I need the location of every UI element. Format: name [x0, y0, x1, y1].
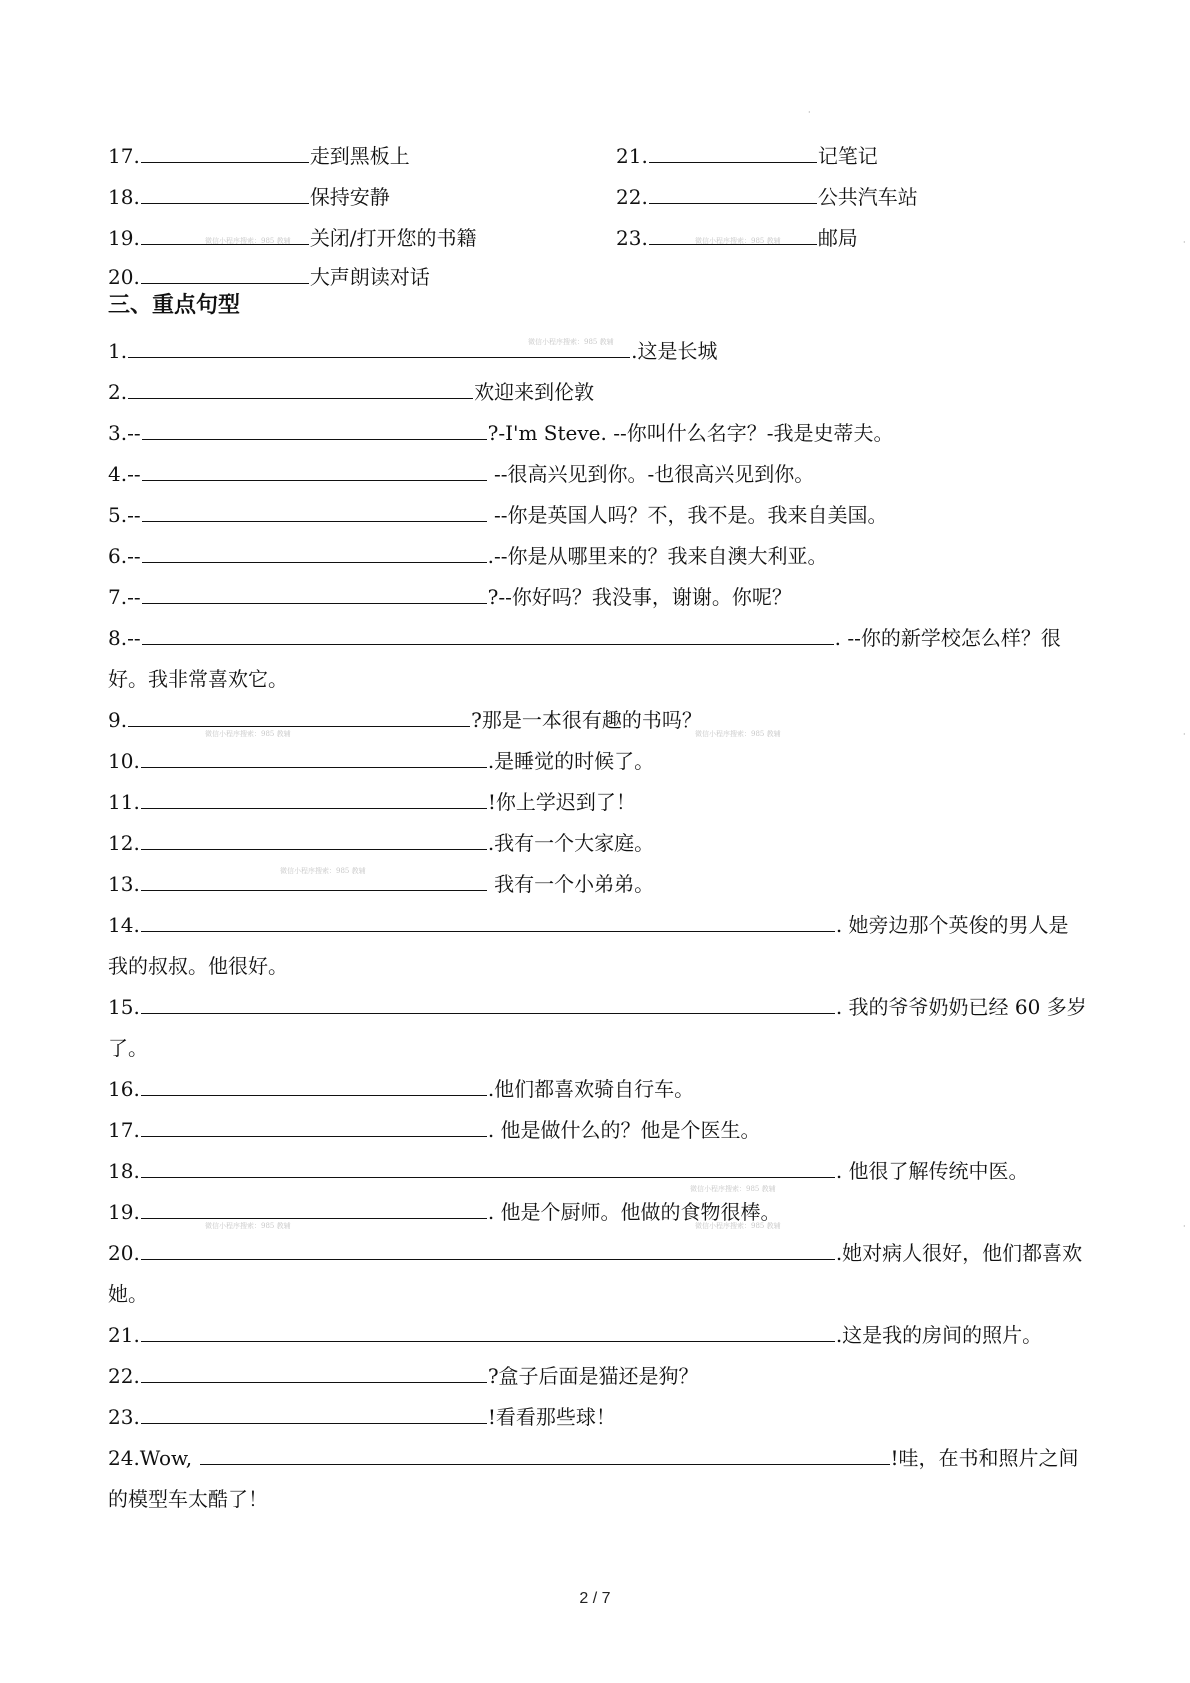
watermark: 微信小程序搜索：985 教辅 [528, 338, 614, 346]
vocab-item-18: 18. 保持安静 [108, 185, 390, 209]
answer-blank[interactable] [142, 585, 487, 604]
answer-blank[interactable] [649, 185, 817, 204]
watermark: 微信小程序搜索：985 教辅 [695, 237, 781, 245]
watermark: 微信小程序搜索：985 教辅 [205, 1222, 291, 1230]
sentence-16: 16. .他们都喜欢骑自行车。 [108, 1077, 695, 1101]
section-title: 三、重点句型 [108, 293, 241, 318]
sentence-20-continuation: 她。 [108, 1282, 148, 1306]
vocab-item-22: 22. 公共汽车站 [616, 185, 918, 209]
watermark: 微信小程序搜索：985 教辅 [695, 1222, 781, 1230]
sentence-14-continuation: 我的叔叔。他很好。 [108, 954, 288, 978]
answer-blank[interactable] [200, 1446, 890, 1465]
answer-blank[interactable] [141, 1077, 487, 1096]
sentence-9: 9. ?那是一本很有趣的书吗？ [108, 708, 702, 732]
answer-blank[interactable] [128, 380, 473, 399]
sentence-1: 1. .这是长城 [108, 339, 718, 363]
watermark: 微信小程序搜索：985 教辅 [690, 1185, 776, 1193]
vocab-item-23: 23. 邮局 [616, 226, 858, 250]
answer-blank[interactable] [142, 462, 487, 481]
answer-blank[interactable] [141, 1159, 835, 1178]
sentence-12: 12. .我有一个大家庭。 [108, 831, 655, 855]
sentence-17: 17. . 他是做什么的？他是个医生。 [108, 1118, 761, 1142]
sentence-21: 21. .这是我的房间的照片。 [108, 1323, 1043, 1347]
answer-blank[interactable] [142, 503, 487, 522]
sentence-24-continuation: 的模型车太酷了！ [108, 1487, 268, 1511]
sentence-18: 18. . 他很了解传统中医。 [108, 1159, 1029, 1183]
sentence-10: 10. .是睡觉的时候了。 [108, 749, 655, 773]
sentence-11: 11. !你上学迟到了！ [108, 790, 636, 814]
answer-blank[interactable] [141, 1241, 835, 1260]
answer-blank[interactable] [141, 265, 309, 284]
watermark: 微信小程序搜索：985 教辅 [205, 237, 291, 245]
watermark: 微信小程序搜索：985 教辅 [280, 867, 366, 875]
answer-blank[interactable] [141, 185, 309, 204]
answer-blank[interactable] [142, 626, 834, 645]
answer-blank[interactable] [141, 144, 309, 163]
sentence-15: 15. . 我的爷爷奶奶已经 60 多岁 [108, 995, 1087, 1019]
sentence-3: 3.-- ?-I'm Steve. --你叫什么名字？-我是史蒂夫。 [108, 421, 894, 445]
sentence-22: 22. ?盒子后面是猫还是狗？ [108, 1364, 699, 1388]
answer-blank[interactable] [141, 1323, 835, 1342]
page-mark: · [1183, 730, 1186, 739]
sentence-5: 5.-- --你是英国人吗？不，我不是。我来自美国。 [108, 503, 888, 527]
answer-blank[interactable] [141, 1405, 487, 1424]
vocab-item-21: 21. 记笔记 [616, 144, 878, 168]
sentence-7: 7.-- ?--你好吗？我没事，谢谢。你呢？ [108, 585, 792, 609]
sentence-19: 19. . 他是个厨师。他做的食物很棒。 [108, 1200, 781, 1224]
watermark: 微信小程序搜索：985 教辅 [695, 730, 781, 738]
watermark: 微信小程序搜索：985 教辅 [205, 730, 291, 738]
sentence-23: 23. !看看那些球！ [108, 1405, 616, 1429]
page-number: 2 / 7 [579, 1590, 611, 1607]
sentence-6: 6.-- .--你是从哪里来的？我来自澳大利亚。 [108, 544, 828, 568]
vocab-item-19: 19. 关闭/打开您的书籍 [108, 226, 477, 250]
sentence-8-continuation: 好。我非常喜欢它。 [108, 667, 288, 691]
answer-blank[interactable] [141, 913, 835, 932]
page-mark: · [1183, 238, 1186, 247]
answer-blank[interactable] [141, 1118, 487, 1137]
answer-blank[interactable] [141, 831, 487, 850]
sentence-14: 14. . 她旁边那个英俊的男人是 [108, 913, 1069, 937]
answer-blank[interactable] [141, 749, 487, 768]
page-mark: · [1183, 1222, 1186, 1231]
sentence-15-continuation: 了。 [108, 1036, 148, 1060]
answer-blank[interactable] [128, 708, 470, 727]
vocab-item-17: 17. 走到黑板上 [108, 144, 410, 168]
answer-blank[interactable] [141, 1364, 487, 1383]
sentence-13: 13. 我有一个小弟弟。 [108, 872, 655, 896]
answer-blank[interactable] [141, 1200, 487, 1219]
answer-blank[interactable] [141, 790, 487, 809]
answer-blank[interactable] [142, 544, 487, 563]
answer-blank[interactable] [141, 995, 835, 1014]
sentence-2: 2. 欢迎来到伦敦 [108, 380, 595, 404]
page-mark: · [808, 108, 811, 117]
sentence-4: 4.-- --很高兴见到你。-也很高兴见到你。 [108, 462, 815, 486]
sentence-8: 8.-- . --你的新学校怎么样？很 [108, 626, 1061, 650]
vocab-item-20: 20. 大声朗读对话 [108, 265, 430, 289]
sentence-24: 24.Wow, !哇，在书和照片之间 [108, 1446, 1079, 1470]
answer-blank[interactable] [649, 144, 817, 163]
sentence-20: 20. .她对病人很好，他们都喜欢 [108, 1241, 1083, 1265]
answer-blank[interactable] [142, 421, 487, 440]
